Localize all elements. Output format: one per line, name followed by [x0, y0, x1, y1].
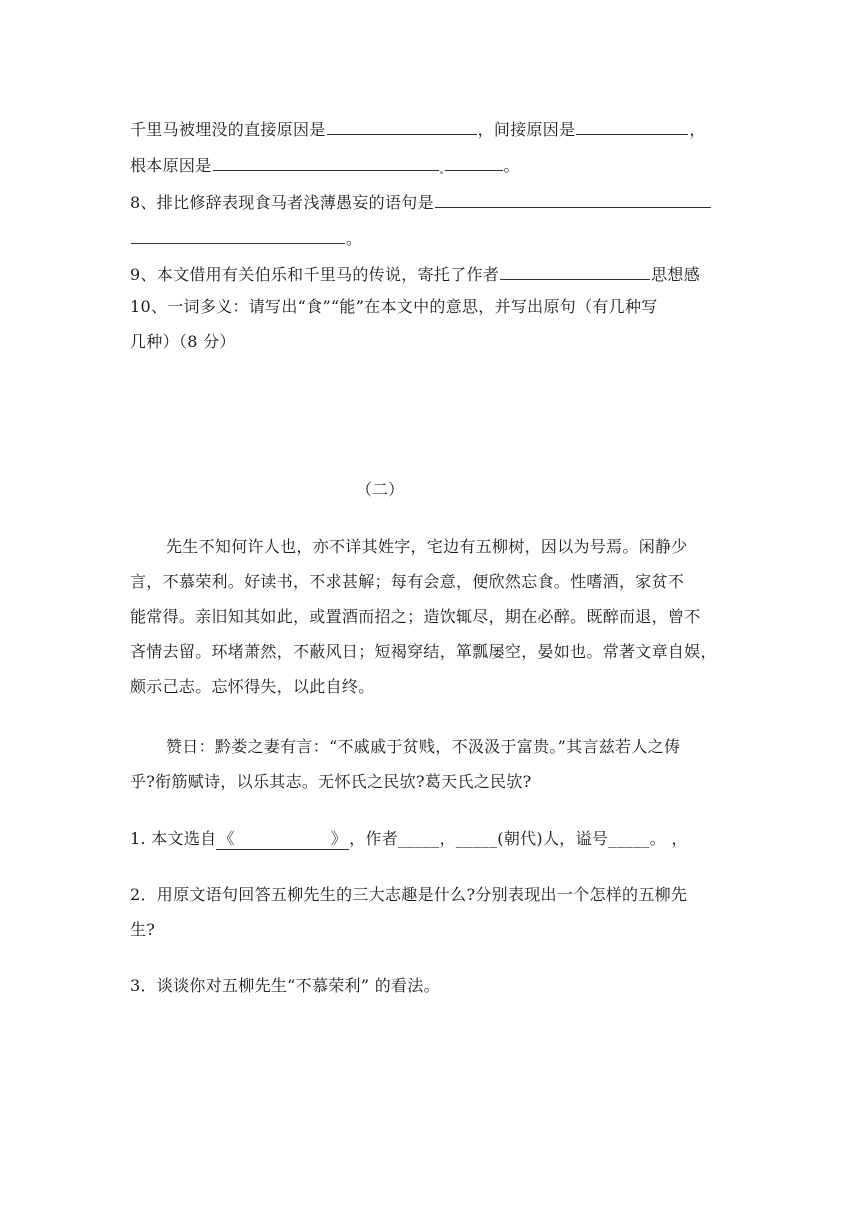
q9-answer-blank[interactable] — [500, 263, 650, 280]
q7-indirect-cause-label: ，间接原因是 — [477, 120, 576, 139]
q7-root-cause-label: 根本原因是 — [130, 156, 212, 175]
q9-label: 9、本文借用有关伯乐和千里马的传说，寄托了作者 — [130, 265, 500, 284]
passage-line: 能常得。亲旧知其如此，或置酒而招之；造饮辄尽，期在必醉。既醉而退，曾不 — [130, 607, 701, 626]
question-9 — [130, 263, 700, 285]
q9-tail: 思想感 — [651, 265, 700, 284]
q7-root-cause-blank-a[interactable] — [213, 154, 439, 171]
question-7-line-2 — [130, 154, 520, 176]
passage-line: 言，不慕荣利。好读书，不求甚解；每有会意，便欣然忘食。性嗜酒，家贫不 — [130, 572, 685, 591]
q7-comma: ， — [689, 120, 706, 139]
section2-question-3: 3．谈谈你对五柳先生“不慕荣利” 的看法。 — [130, 976, 440, 995]
q8-period: 。 — [346, 229, 363, 248]
question-8-line-2 — [130, 227, 362, 249]
sq1-book-title-blank[interactable] — [216, 829, 349, 850]
title-open-mark: 《 — [218, 829, 235, 848]
q8-label: 8、排比修辞表现食马者浅薄愚妄的语句是 — [130, 193, 434, 212]
section-heading: （二） — [355, 480, 404, 499]
q7-root-cause-blank-b[interactable] — [445, 154, 503, 171]
dot-mark — [440, 155, 444, 171]
question-10-line-1: 10、一词多义：请写出“食”“能”在本文中的意思，并写出原句（有几种写 — [130, 297, 658, 316]
section2-question-2-line-2: 生? — [130, 920, 156, 939]
q8-answer-blank-b[interactable] — [131, 227, 345, 244]
passage-line: 颇示己志。忘怀得失，以此自终。 — [130, 677, 375, 696]
question-7-line-1 — [130, 118, 706, 140]
section2-question-1 — [130, 829, 688, 850]
q8-answer-blank-a[interactable] — [435, 191, 711, 208]
sq1-rest: ，作者_____，_____(朝代)人，谥号_____。 ， — [349, 829, 688, 848]
q7-direct-cause-blank[interactable] — [327, 118, 477, 135]
q7-direct-cause-label: 千里马被埋没的直接原因是 — [130, 120, 326, 139]
q7-period: 。 — [503, 156, 520, 175]
q7-indirect-cause-blank[interactable] — [576, 118, 688, 135]
question-8-line-1 — [130, 191, 712, 213]
section2-question-2-line-1: 2．用原文语句回答五柳先生的三大志趣是什么?分别表现出一个怎样的五柳先 — [130, 885, 688, 904]
sq1-label: 1. 本文选自 — [130, 829, 217, 848]
passage-line: 吝情去留。环堵萧然，不蔽风日；短褐穿结，箪瓢屡空，晏如也。常著文章自娱， — [130, 642, 717, 661]
passage-line: 乎?衔筋赋诗，以乐其志。无怀氏之民欤?葛天氏之民欤? — [130, 772, 532, 791]
question-10-line-2: 几种）（8 分） — [130, 332, 236, 351]
title-close-mark: 》 — [330, 829, 348, 848]
passage-line: 先生不知何许人也，亦不详其姓字，宅边有五柳树，因以为号焉。闲静少 — [166, 537, 688, 556]
passage-line: 赞日：黔娄之妻有言：“不戚戚于贫贱，不汲汲于富贵。”其言兹若人之俦 — [166, 737, 681, 756]
